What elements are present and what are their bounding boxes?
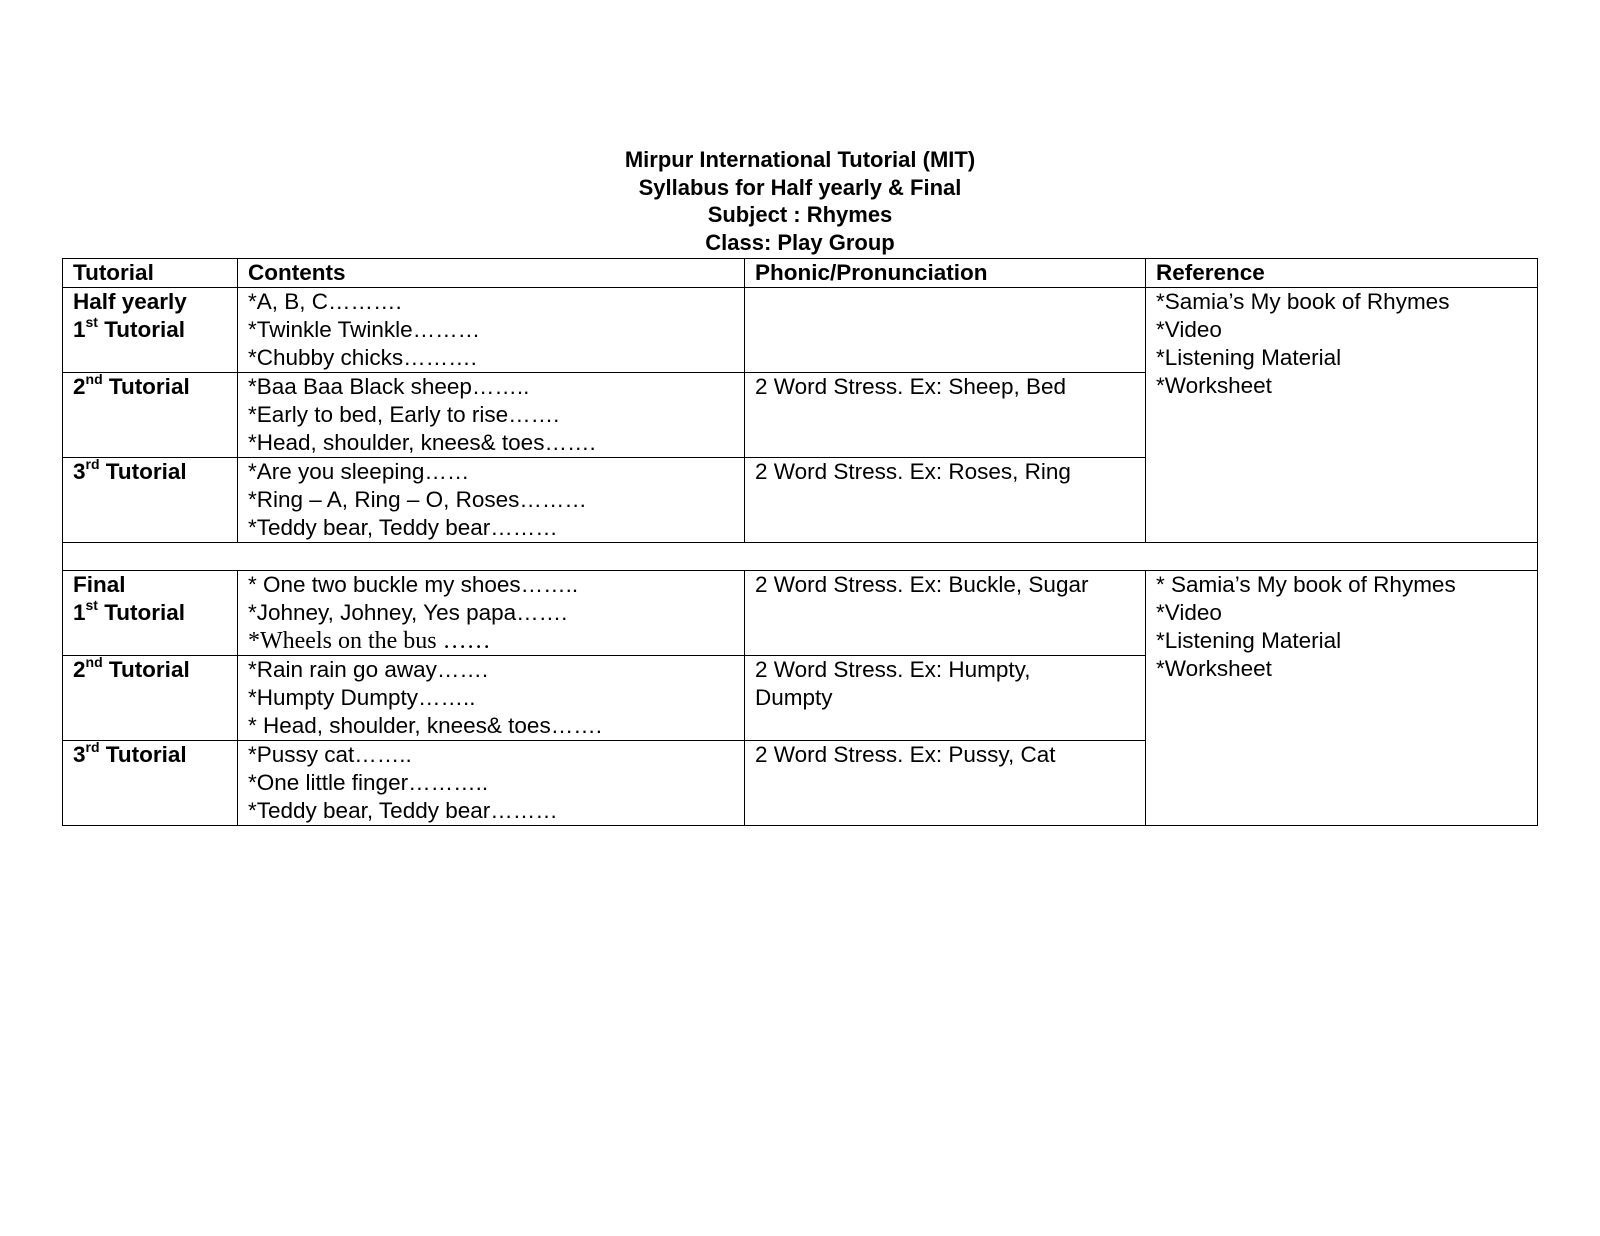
- phonic-text: 2 Word Stress. Ex: Pussy, Cat: [755, 742, 1056, 767]
- rhyme-item: *Humpty Dumpty……..: [248, 685, 476, 710]
- tutorial-ordinal: nd: [85, 653, 103, 670]
- subject-line: Subject : Rhymes: [707, 202, 893, 227]
- spacer-row: [63, 543, 1538, 571]
- phonic-text: 2 Word Stress. Ex: Roses, Ring: [755, 459, 1071, 484]
- rhyme-item: *Teddy bear, Teddy bear………: [248, 798, 558, 823]
- school-name: Mirpur International Tutorial (MIT): [624, 147, 976, 172]
- column-header-phonic: Phonic/Pronunciation: [745, 259, 1146, 288]
- tutorial-cell: [63, 370, 238, 458]
- rhyme-item: *Early to bed, Early to rise…….: [248, 402, 560, 427]
- tutorial-label: [73, 738, 227, 769]
- rhyme-item: *Johney, Johney, Yes papa…….: [248, 600, 568, 625]
- rhyme-item: *Rain rain go away…….: [248, 657, 489, 682]
- tutorial-text: Tutorial: [102, 374, 190, 399]
- contents-cell: [238, 571, 745, 656]
- table-row: [63, 288, 1538, 373]
- tutorial-number: 3: [73, 459, 86, 484]
- tutorial-label: [73, 370, 227, 401]
- column-header-reference: Reference: [1146, 259, 1538, 288]
- phonic-cell: [745, 288, 1146, 373]
- tutorial-cell: [63, 738, 238, 826]
- phonic-text: 2 Word Stress. Ex: Humpty, Dumpty: [755, 657, 1031, 710]
- rhyme-item: *Ring – A, Ring – O, Roses………: [248, 487, 587, 512]
- reference-cell: [1146, 571, 1538, 826]
- tutorial-ordinal: rd: [85, 738, 100, 755]
- rhyme-item: *Are you sleeping……: [248, 459, 470, 484]
- reference-item: * Samia’s My book of Rhymes: [1156, 572, 1456, 597]
- phonic-cell: [745, 458, 1146, 543]
- rhyme-item: *Pussy cat……..: [248, 742, 412, 767]
- term-label: Final: [73, 572, 126, 597]
- phonic-cell: [745, 656, 1146, 741]
- rhyme-item: * One two buckle my shoes……..: [248, 572, 579, 597]
- rhyme-item: *One little finger………..: [248, 770, 489, 795]
- tutorial-ordinal: st: [85, 313, 98, 330]
- tutorial-cell: [63, 455, 238, 543]
- tutorial-number: 1: [73, 600, 86, 625]
- tutorial-number: 2: [73, 657, 86, 682]
- reference-item: *Video: [1156, 317, 1222, 342]
- phonic-text: 2 Word Stress. Ex: Sheep, Bed: [755, 374, 1066, 399]
- tutorial-label: [73, 596, 227, 627]
- phonic-cell: [745, 373, 1146, 458]
- tutorial-number: 2: [73, 374, 86, 399]
- tutorial-ordinal: st: [85, 596, 98, 613]
- reference-item: *Samia’s My book of Rhymes: [1156, 289, 1450, 314]
- phonic-text: 2 Word Stress. Ex: Buckle, Sugar: [755, 572, 1089, 597]
- contents-cell: [238, 458, 745, 543]
- phonic-cell: [745, 571, 1146, 656]
- term-label: Half yearly: [73, 289, 187, 314]
- tutorial-text: Tutorial: [99, 742, 187, 767]
- tutorial-label: [73, 455, 227, 486]
- phonic-cell: [745, 741, 1146, 826]
- tutorial-text: Tutorial: [99, 459, 187, 484]
- reference-item: *Worksheet: [1156, 656, 1272, 681]
- tutorial-text: Tutorial: [97, 600, 186, 625]
- tutorial-label: [73, 653, 227, 684]
- rhyme-item: *Baa Baa Black sheep……..: [248, 374, 530, 399]
- contents-cell: [238, 288, 745, 373]
- spacer-cell: [63, 543, 1538, 571]
- tutorial-text: Tutorial: [97, 317, 186, 342]
- table-header-row: [63, 259, 1538, 288]
- tutorial-ordinal: nd: [85, 370, 103, 387]
- syllabus-table: [62, 258, 1538, 826]
- rhyme-item: *Twinkle Twinkle………: [248, 317, 481, 342]
- tutorial-cell: [63, 288, 238, 373]
- tutorial-number: 3: [73, 742, 86, 767]
- table-row: [63, 571, 1538, 656]
- contents-cell: [238, 656, 745, 741]
- contents-cell: [238, 741, 745, 826]
- rhyme-item: *Head, shoulder, knees& toes…….: [248, 430, 596, 455]
- column-header-tutorial: Tutorial: [63, 259, 238, 288]
- reference-item: *Listening Material: [1156, 628, 1342, 653]
- reference-item: *Listening Material: [1156, 345, 1342, 370]
- tutorial-number: 1: [73, 317, 86, 342]
- reference-item: *Worksheet: [1156, 373, 1272, 398]
- tutorial-cell: [63, 571, 238, 656]
- rhyme-item: *A, B, C……….: [248, 289, 402, 314]
- tutorial-cell: [63, 653, 238, 741]
- rhyme-item: *Wheels on the bus ……: [248, 628, 491, 654]
- rhyme-item: * Head, shoulder, knees& toes…….: [248, 713, 602, 738]
- tutorial-label: [73, 313, 227, 344]
- contents-cell: [238, 373, 745, 458]
- rhyme-item: *Chubby chicks……….: [248, 345, 477, 370]
- syllabus-title: Syllabus for Half yearly & Final: [638, 174, 962, 200]
- rhyme-item: *Teddy bear, Teddy bear………: [248, 515, 558, 540]
- reference-item: *Video: [1156, 600, 1222, 625]
- document-heading: [0, 146, 1600, 256]
- tutorial-ordinal: rd: [85, 455, 100, 472]
- class-line: Class: Play Group: [705, 229, 895, 255]
- reference-cell: [1146, 288, 1538, 543]
- tutorial-text: Tutorial: [102, 657, 190, 682]
- column-header-contents: Contents: [238, 259, 745, 288]
